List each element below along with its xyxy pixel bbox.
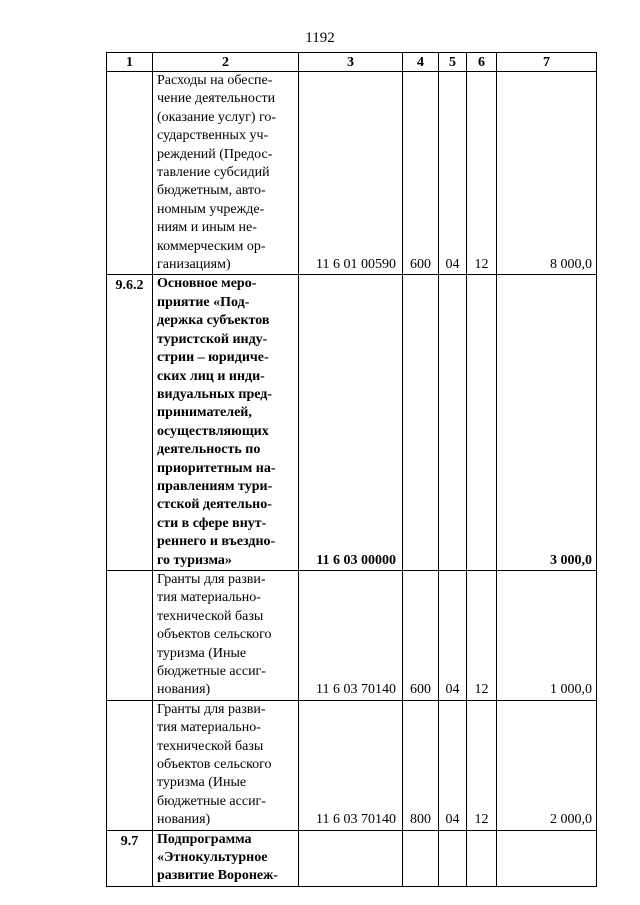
row-name: [153, 275, 299, 571]
row-number: 9.7: [107, 830, 153, 886]
column-header: 7: [497, 53, 597, 72]
row-name-text: Гранты для разви- тия материально- технической базы объектов сельского туризма (Иные бюджетные ассиг- нования): [157, 571, 272, 698]
row-name-text: Основное меро- приятие «Под- держка субъектов туристской инду- стрии – юридиче- ских лиц и инди- видуальных пред- принимателей, осуществляющих деятельность по приоритетным на- правлениям тури- стской деятельно- сти в сфере внут- реннего и въездно- го туризма»: [157, 276, 276, 568]
row-amount: 1 000,0: [497, 570, 597, 700]
row-col4: 800: [403, 700, 439, 830]
row-number: [107, 72, 153, 275]
page-number: 1192: [305, 30, 335, 46]
row-col4: [403, 830, 439, 886]
row-col5: 04: [439, 72, 467, 275]
row-number: 9.6.2: [107, 275, 153, 571]
table-row: [107, 72, 597, 275]
row-amount: 3 000,0: [497, 275, 597, 571]
table-row: [107, 830, 597, 886]
budget-table: [106, 52, 597, 887]
table-row: [107, 700, 597, 830]
row-col6: [467, 830, 497, 886]
row-amount: 2 000,0: [497, 700, 597, 830]
row-amount: 8 000,0: [497, 72, 597, 275]
row-code: [299, 830, 403, 886]
row-name-text: Гранты для разви- тия материально- технической базы объектов сельского туризма (Иные бюджетные ассиг- нования): [157, 701, 272, 828]
row-col4: 600: [403, 72, 439, 275]
row-code: 11 6 03 00000: [299, 275, 403, 571]
row-col4: 600: [403, 570, 439, 700]
row-col6: 12: [467, 72, 497, 275]
row-code: 11 6 01 00590: [299, 72, 403, 275]
row-code: 11 6 03 70140: [299, 700, 403, 830]
row-number: [107, 570, 153, 700]
column-header: 3: [299, 53, 403, 72]
column-header: 1: [107, 53, 153, 72]
column-header: 4: [403, 53, 439, 72]
row-code: 11 6 03 70140: [299, 570, 403, 700]
row-col5: [439, 275, 467, 571]
row-col5: [439, 830, 467, 886]
column-header: 5: [439, 53, 467, 72]
row-col5: 04: [439, 700, 467, 830]
row-name: [153, 700, 299, 830]
row-col6: 12: [467, 570, 497, 700]
row-col4: [403, 275, 439, 571]
table-row: [107, 570, 597, 700]
row-name: [153, 830, 299, 886]
row-amount: [497, 830, 597, 886]
row-name-text: Расходы на обеспе- чение деятельности (оказание услуг) го- сударственных уч- реждений (Предос- тавление субсидий бюджетным, авто- номным учрежде- ниям и иным не- коммерческим ор- ганизациям): [157, 73, 277, 273]
row-col5: 04: [439, 570, 467, 700]
row-number: [107, 700, 153, 830]
column-header: 2: [153, 53, 299, 72]
table-row: [107, 275, 597, 571]
row-name-text: Подпрограмма «Этнокультурное развитие Воронеж-: [157, 831, 278, 884]
row-name: [153, 570, 299, 700]
header-row: [107, 53, 597, 72]
column-header: 6: [467, 53, 497, 72]
row-col6: 12: [467, 700, 497, 830]
row-col6: [467, 275, 497, 571]
row-name: [153, 72, 299, 275]
